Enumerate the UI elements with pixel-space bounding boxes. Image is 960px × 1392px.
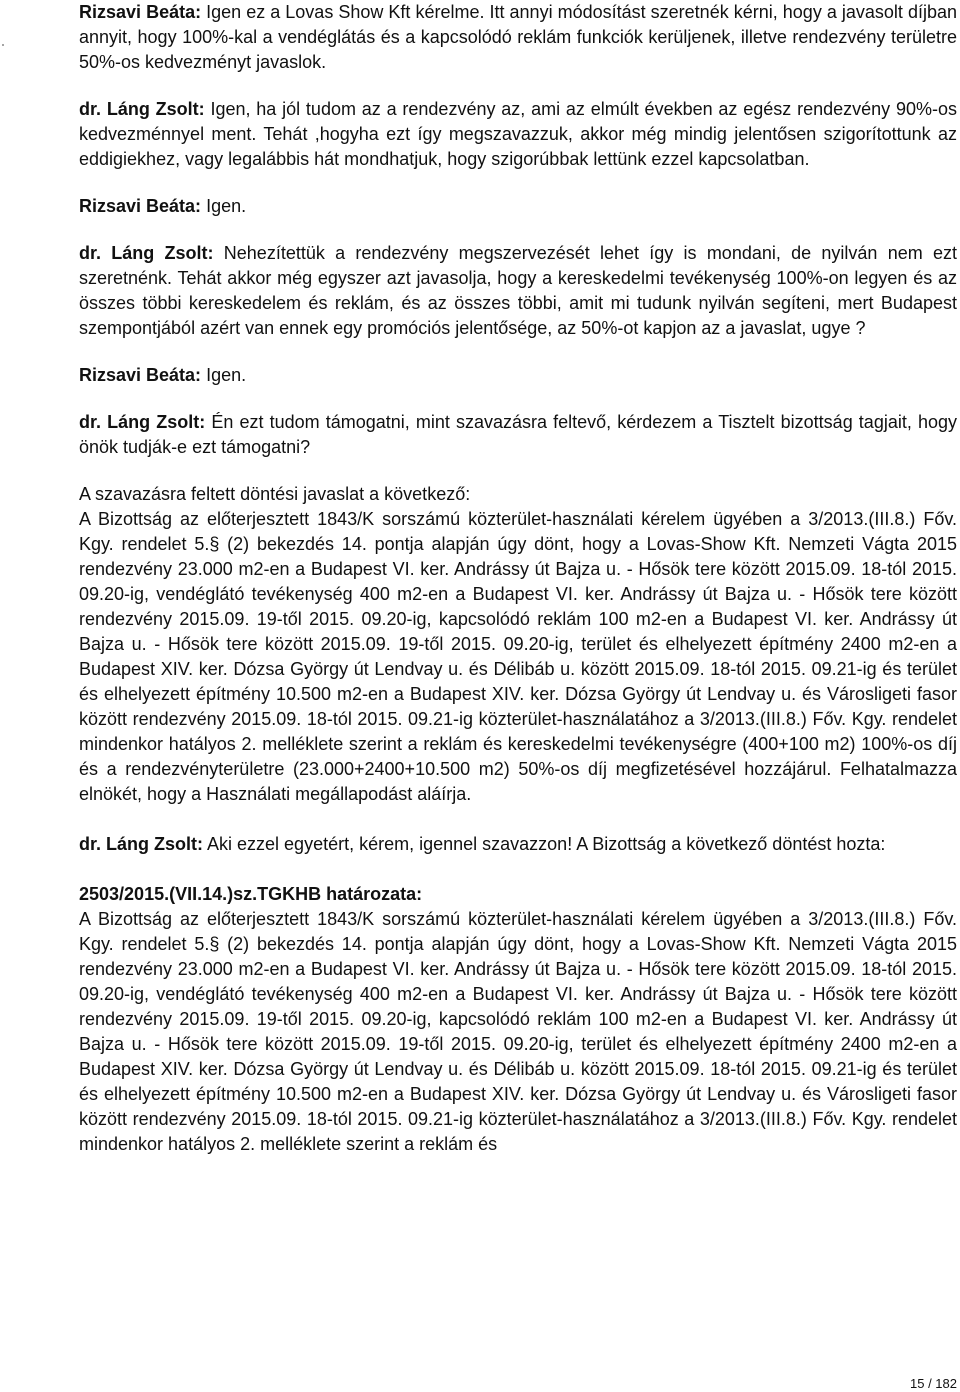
speech-paragraph: [79, 363, 957, 388]
speech-text: Igen.: [206, 196, 247, 216]
speech-text: Igen.: [206, 365, 247, 385]
resolution-title: 2503/2015.(VII.14.)sz.TGKHB határozata:: [79, 884, 423, 904]
speech-paragraph: [79, 241, 957, 341]
resolution-text: A Bizottság az előterjesztett 1843/K sorszámú közterület-használati kérelem ügyében a 3/2013.(III.8.) Főv. Kgy. rendelet 5.§ (2) bekezdés 14. pontja alapján úgy dönt, hogy a Lovas-Show Kft. Nemzeti Vágta 2015 rendezvény 23.000 m2-en a Budapest VI. ker. Andrássy út Bajza u. - Hősök tere között 2015.09. 18-tól 2015. 09.20-ig, vendéglátó tevékenység 400 m2-en a Budapest VI. ker. Andrássy út Bajza u. - Hősök tere között rendezvény 2015.09. 19-től 2015. 09.20-ig, kapcsolódó reklám 100 m2-en a Budapest VI. ker. Andrássy út Bajza u. - Hősök tere között 2015.09. 19-től 2015. 09.20-ig, terület és elhelyezett építmény 2400 m2-en a Budapest XIV. ker. Dózsa György út Lendvay u. és Délibáb u. között 2015.09. 18-tól 2015. 09.21-ig és terület és elhelyezett építmény 10.500 m2-en a Budapest XIV. ker. Dózsa György út Lendvay u. és Városligeti fasor között rendezvény 2015.09. 18-tól 2015. 09.21-ig közterület-használatához a 3/2013.(III.8.) Főv. Kgy. rendelet mindenkor hatályos 2. melléklete szerint a reklám és: [79, 909, 957, 1154]
speaker-name: dr. Láng Zsolt:: [79, 834, 203, 854]
page-number: 15 / 182: [910, 1376, 957, 1391]
speech-paragraph: [79, 0, 957, 75]
proposal-block: [79, 482, 957, 807]
speech-text: Igen, ha jól tudom az a rendezvény az, ami az elmúlt években az egész rendezvény 90%-os kedvezménnyel ment. Tehát ,hogyha ezt így megszavazzuk, akkor még mindig jelentősen szigorítottunk az eddigiekhez, vagy legalábbis hát mondhatjuk, hogy szigorúbbak lettünk ezzel kapcsolatban.: [79, 99, 957, 169]
speech-paragraph: [79, 97, 957, 172]
speech-text: Én ezt tudom támogatni, mint szavazásra feltevő, kérdezem a Tisztelt bizottság tagjait, hogy önök tudják-e ezt támogatni?: [79, 412, 957, 457]
speech-text: Igen ez a Lovas Show Kft kérelme. Itt annyi módosítást szeretnék kérni, hogy a javasolt díjban annyit, hogy 100%-kal a vendéglátás és a kapcsolódó reklám funkciók kerüljenek, illetve rendezvény területre 50%-os kedvezményt javaslok.: [79, 2, 957, 72]
scan-speck: [2, 44, 4, 46]
speaker-name: Rizsavi Beáta:: [79, 2, 202, 22]
resolution-block: [79, 882, 957, 1157]
speech-paragraph: [79, 410, 957, 460]
closing-paragraph: [79, 832, 957, 857]
speech-text: Nehezítettük a rendezvény megszervezését lehet így is mondani, de nyilván nem ezt szeretnénk. Tehát akkor még egyszer azt javasolja, hogy a kereskedelmi tevékenység 100%-on legyen és az összes többi kereskedelem és reklám, és az összes többi, amit mi tudunk nyilván segíteni, mert Budapest szempontjából azért van ennek egy promóciós jelentősége, az 50%-ot kapjon az a javaslat, ugye ?: [79, 243, 957, 338]
speaker-name: dr. Láng Zsolt:: [79, 99, 205, 119]
speaker-name: dr. Láng Zsolt:: [79, 243, 214, 263]
speaker-name: dr. Láng Zsolt:: [79, 412, 206, 432]
speaker-name: Rizsavi Beáta:: [79, 365, 202, 385]
speaker-name: Rizsavi Beáta:: [79, 196, 202, 216]
speech-paragraph: [79, 194, 957, 219]
proposal-text: A Bizottság az előterjesztett 1843/K sorszámú közterület-használati kérelem ügyében a 3/2013.(III.8.) Főv. Kgy. rendelet 5.§ (2) bekezdés 14. pontja alapján úgy dönt, hogy a Lovas-Show Kft. Nemzeti Vágta 2015 rendezvény 23.000 m2-en a Budapest VI. ker. Andrássy út Bajza u. - Hősök tere között 2015.09. 18-tól 2015. 09.20-ig, vendéglátó tevékenység 400 m2-en a Budapest VI. ker. Andrássy út Bajza u. - Hősök tere között rendezvény 2015.09. 19-től 2015. 09.20-ig, kapcsolódó reklám 100 m2-en a Budapest VI. ker. Andrássy út Bajza u. - Hősök tere között 2015.09. 19-től 2015. 09.20-ig, terület és elhelyezett építmény 2400 m2-en a Budapest XIV. ker. Dózsa György út Lendvay u. és Délibáb u. között 2015.09. 18-tól 2015. 09.21-ig és terület és elhelyezett építmény 10.500 m2-en a Budapest XIV. ker. Dózsa György út Lendvay u. és Városligeti fasor között rendezvény 2015.09. 18-tól 2015. 09.21-ig közterület-használatához a 3/2013.(III.8.) Főv. Kgy. rendelet mindenkor hatályos 2. melléklete szerint a reklám és kereskedelmi tevékenységre (400+100 m2) 100%-os díj és a rendezvényterületre (23.000+2400+10.500 m2) 50%-os díj megfizetésével hozzájárul. Felhatalmazza elnökét, hogy a Használati megállapodást aláírja.: [79, 509, 957, 804]
speech-text: Aki ezzel egyetért, kérem, igennel szavazzon! A Bizottság a következő döntést hozta:: [207, 834, 886, 854]
proposal-intro: A szavazásra feltett döntési javaslat a következő:: [79, 484, 471, 504]
